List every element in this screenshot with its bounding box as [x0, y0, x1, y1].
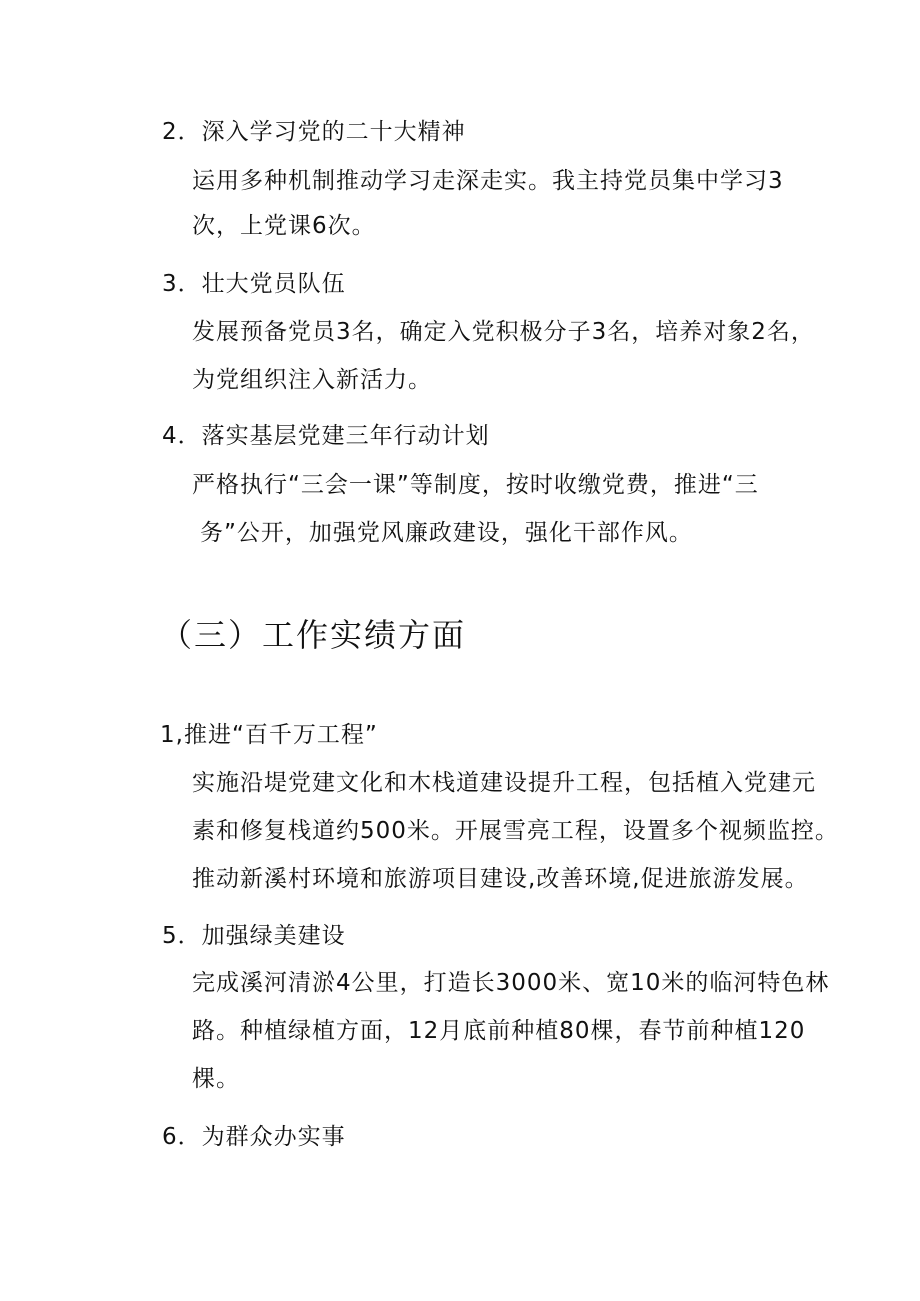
section-title: 3．壮大党员队伍	[162, 271, 346, 297]
paragraph-line: 为党组织注入新活力。	[192, 367, 432, 393]
section-title: 4．落实基层党建三年行动计划	[162, 423, 490, 449]
paragraph-line: 路。种植绿植方面，12月底前种植80棵，春节前种植120	[192, 1018, 806, 1044]
section-title: 1,推进“百千万工程”	[160, 722, 378, 748]
paragraph-line: 素和修复栈道约500米。开展雪亮工程，设置多个视频监控。	[192, 818, 839, 844]
section-title: 2．深入学习党的二十大精神	[162, 119, 466, 145]
section-title: 5．加强绿美建设	[162, 923, 346, 949]
part-heading: （三）工作实绩方面	[160, 616, 467, 654]
paragraph-line: 严格执行“三会一课”等制度，按时收缴党费，推进“三	[192, 472, 759, 498]
section-title: 6．为群众办实事	[162, 1124, 346, 1150]
paragraph-line: 发展预备党员3名，确定入党积极分子3名，培养对象2名，	[192, 319, 815, 345]
paragraph-line: 运用多种机制推动学习走深走实。我主持党员集中学习3	[192, 168, 784, 194]
paragraph-line: 棵。	[192, 1066, 240, 1092]
paragraph-line: 实施沿堤党建文化和木栈道建设提升工程，包括植入党建元	[192, 770, 816, 796]
paragraph-line: 务”公开，加强党风廉政建设，强化干部作风。	[200, 520, 693, 546]
paragraph-line: 次，上党课6次。	[192, 213, 376, 239]
paragraph-line: 推动新溪村环境和旅游项目建设,改善环境,促进旅游发展。	[192, 866, 809, 892]
paragraph-line: 完成溪河清淤4公里，打造长3000米、宽10米的临河特色林	[192, 970, 830, 996]
